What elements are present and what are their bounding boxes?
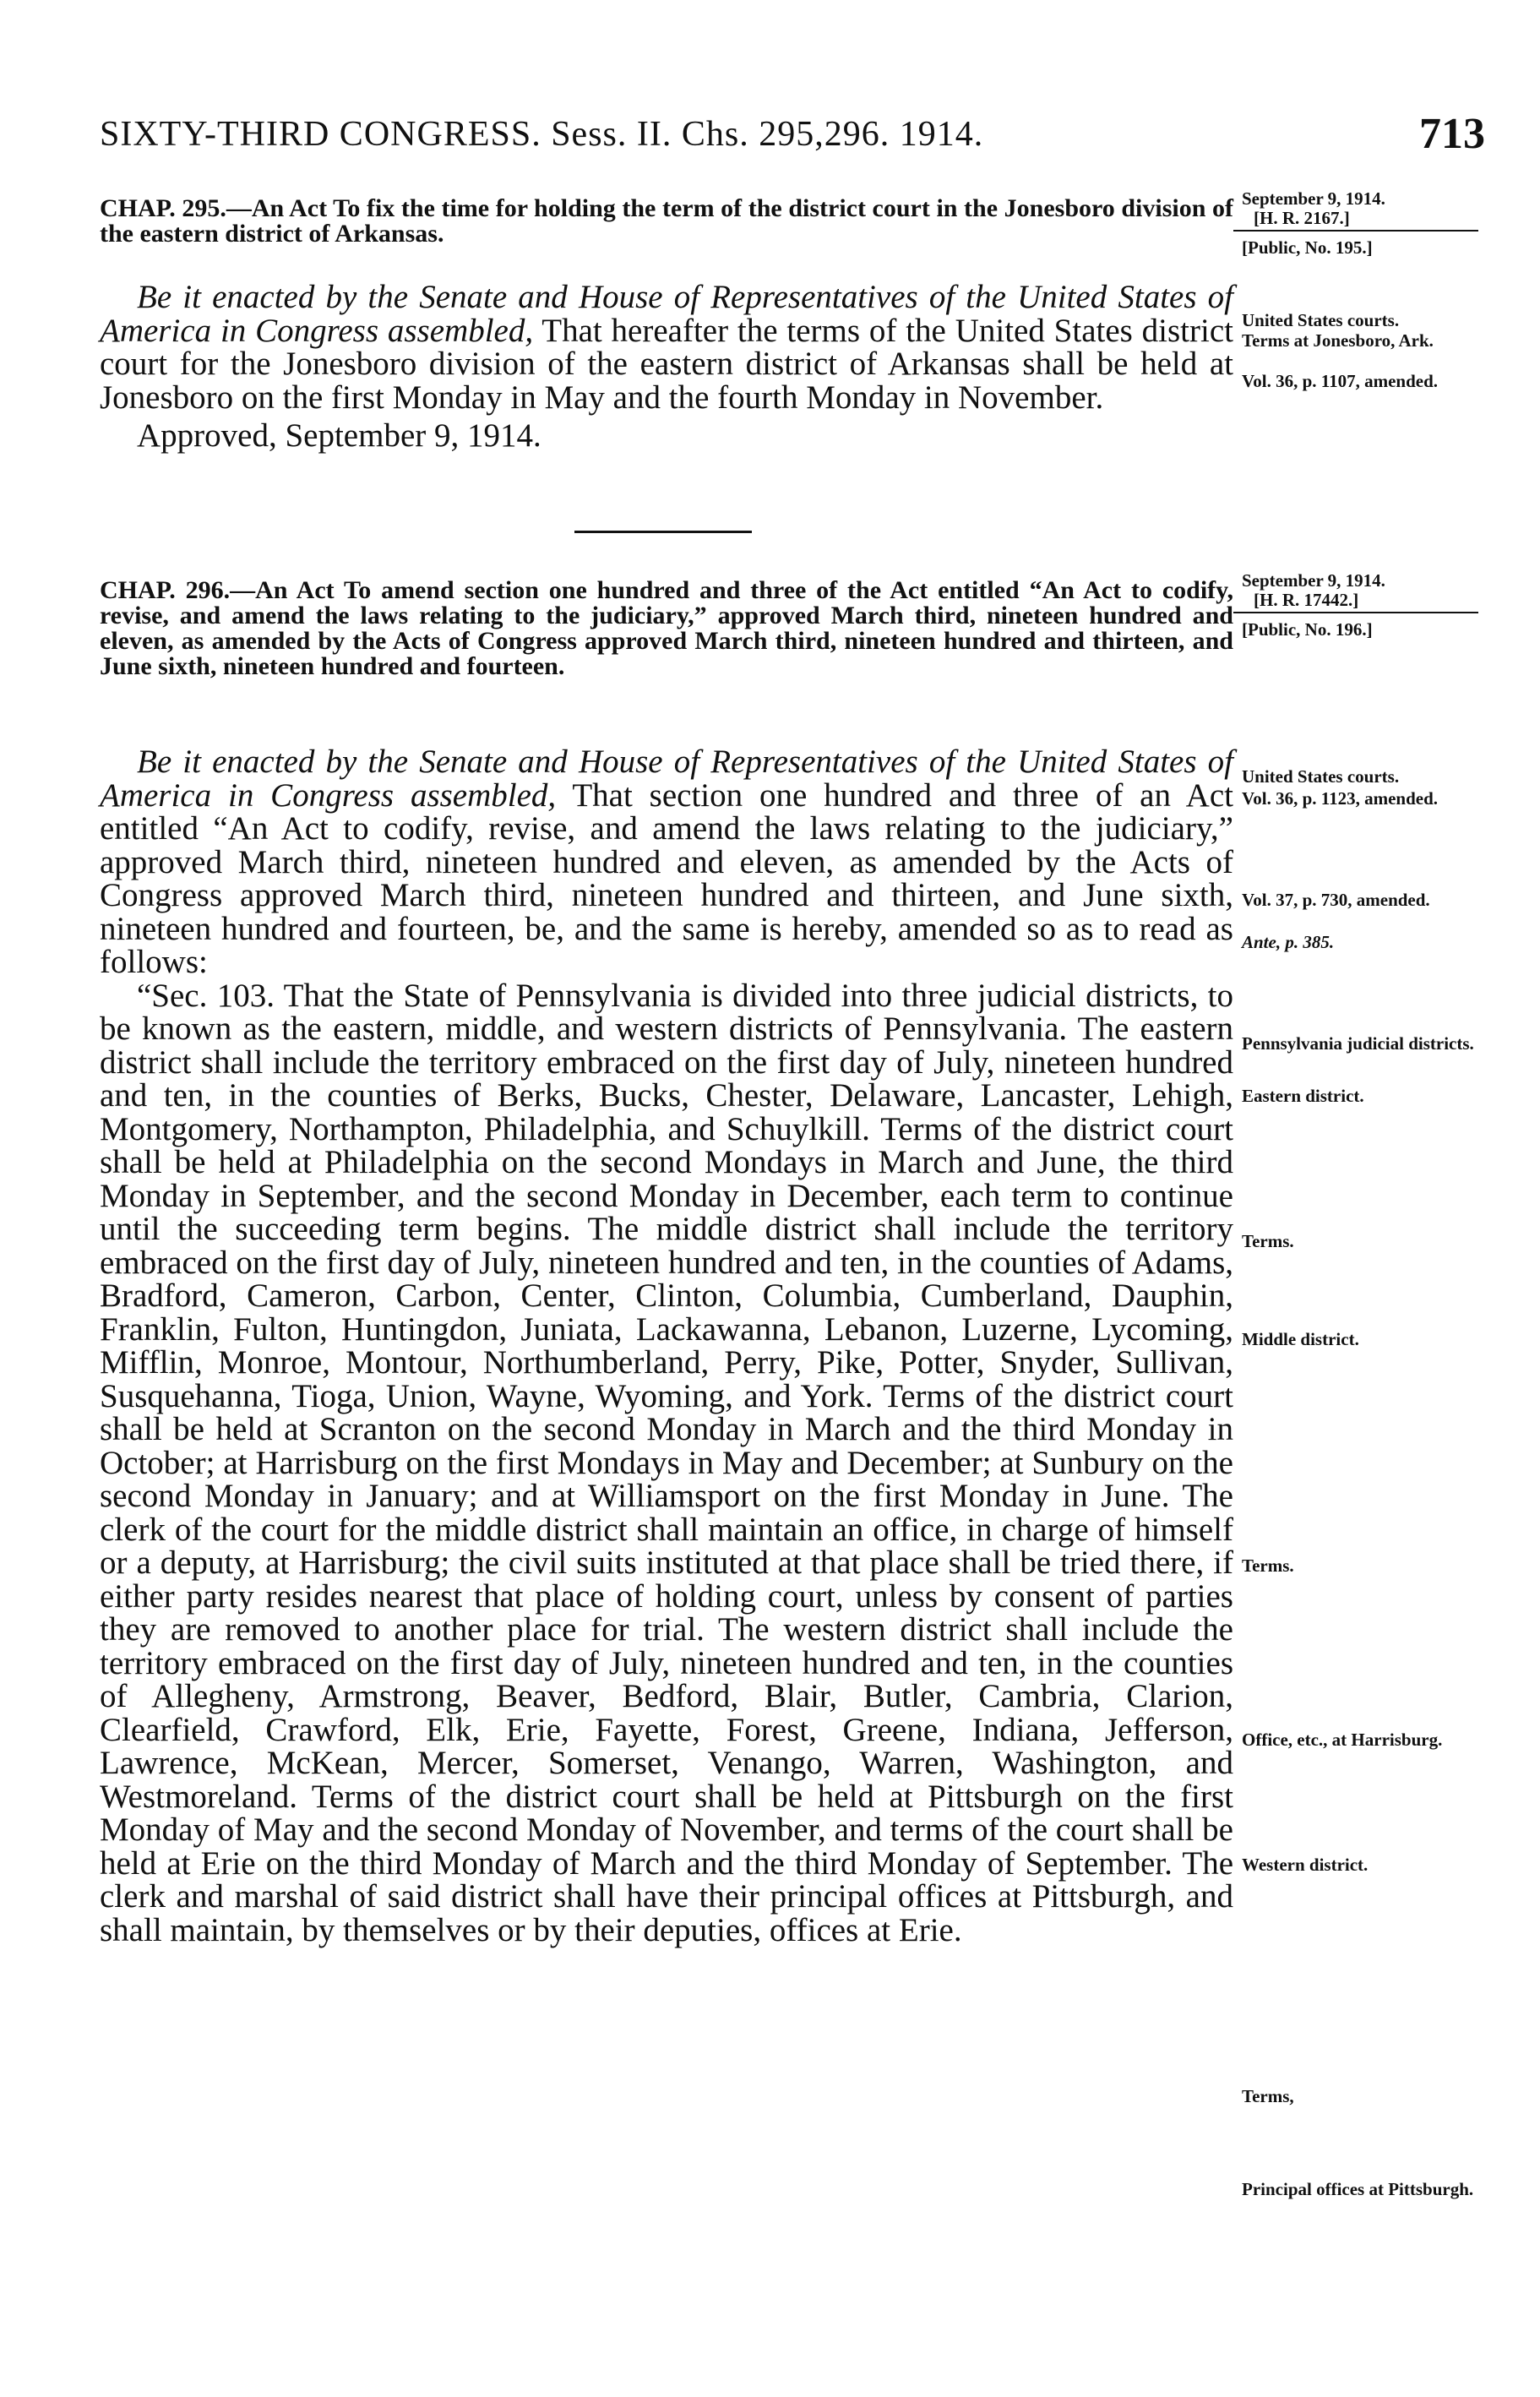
enacting-clause: Be it enacted by the Senate and House of Representatives of the United States of America in Congress assembled, — [100, 744, 1233, 814]
enacting-clause: Be it enacted by the Senate and House of Representatives of the United States of America in Congress assembled, — [100, 279, 1233, 349]
section-text: That hereafter the terms of the United States district court for the Jonesboro division of the eastern district of Arkansas shall be held at Jonesboro on the first Monday in May and the fourth Monday in November. — [100, 312, 1233, 416]
section-103-text: “Sec. 103. That the State of Pennsylvania is divided into three judicial districts, to be known as the eastern, middle, and western districts of Pennsylvania. The eastern district shall include the territory embraced on the first day of July, nineteen hundred and ten, in the counties of Berks, Bucks, Chester, Delaware, Lancaster, Lehigh, Montgomery, Northampton, Philadelphia, and Schuylkill. Terms of the district court shall be held at Philadelphia on the second Mondays in March and June, the third Monday in September, and the second Monday in December, each term to continue until the succeeding term begins. The middle district shall include the territory embraced on the first day of July, nineteen hundred and ten, in the counties of Adams, Bradford, Cameron, Carbon, Center, Clinton, Columbia, Cumberland, Dauphin, Franklin, Fulton, Huntingdon, Juniata, Lackawanna, Lebanon, Luzerne, Lycoming, Mifflin, Monroe, Montour, Northumberland, Perry, Pike, Potter, Snyder, Sullivan, Susquehanna, Tioga, Union, Wayne, Wyoming, and York. Terms of the district court shall be held at Scranton on the second Monday in March and the third Monday in October; at Harrisburg on the first Mondays in May and December; at Sunbury on the second Monday in January; and at Williamsport on the first Monday in June. The clerk of the court for the middle district shall maintain an office, in charge of himself or a deputy, at Harrisburg; the civil suits instituted at that place shall be tried there, if either party resides nearest that place of holding court, unless by consent of parties they are removed to another place for trial. The western district shall include the territory embraced on the first day of July, nineteen hundred and ten, in the counties of Allegheny, Armstrong, Beaver, Bedford, Blair, Butler, Cambria, Clarion, Clearfield, Crawford, Elk, Erie, Fayette, Forest, Greene, Indiana, Jefferson, Lawrence, McKean, Mercer, Somerset, Venango, Warren, Washington, and Westmoreland. Terms of the district court shall be held at Pittsburgh on the first Monday of May and the second Monday of November, and terms of the court shall be held at Erie on the third Monday of March and the third Monday of September. The clerk and marshal of said district shall have their principal offices at Pittsburgh, and shall maintain, by themselves or by their deputies, offices at Erie. — [100, 977, 1233, 1948]
chapter-296 — [100, 578, 1233, 679]
marginal-note: Office, etc., at Harrisburg. — [1242, 1730, 1443, 1750]
section-text: That section one hundred and three of an Act entitled “An Act to codify, revise, and amend the laws relating to the judiciary,” approved March third, nineteen hundred and eleven, as amended by the Acts of Congress approved March third, nineteen hundred and thirteen, and June sixth, nineteen hundred and fourteen, be, and the same is hereby, amended so as to read as follows: — [100, 776, 1233, 980]
bill-number: [H. R. 17442.] — [1254, 590, 1359, 610]
public-law-number: [Public, No. 196.] — [1233, 612, 1478, 640]
marginal-note: Terms at Jonesboro, Ark. — [1242, 330, 1434, 351]
marginal-note: Vol. 36, p. 1123, amended. — [1242, 788, 1439, 809]
marginal-note: Terms, — [1242, 2086, 1294, 2106]
marginal-note: Terms. — [1242, 1231, 1294, 1251]
section-divider — [574, 531, 752, 533]
marginal-note: Eastern district. — [1242, 1086, 1364, 1106]
marginal-note: Ante, p. 385. — [1242, 932, 1335, 952]
page-number: 713 — [1419, 110, 1485, 158]
marginal-note: Middle district. — [1242, 1329, 1359, 1349]
approval-line: Approved, September 9, 1914. — [137, 417, 541, 454]
approval-date: September 9, 1914. — [1242, 570, 1385, 591]
marginal-note: Principal offices at Pittsburgh. — [1242, 2179, 1474, 2199]
chapter-296-section — [100, 745, 1233, 979]
public-law-number: [Public, No. 195.] — [1233, 230, 1478, 258]
approval-date: September 9, 1914. — [1242, 188, 1385, 209]
chapter-296-margin — [1242, 0, 1499, 2397]
marginal-note: Vol. 37, p. 730, amended. — [1242, 890, 1430, 910]
marginal-note: Western district. — [1242, 1855, 1369, 1875]
chapter-295-section — [100, 281, 1233, 414]
marginal-note: Terms. — [1242, 1555, 1294, 1576]
marginal-note: United States courts. — [1242, 310, 1400, 330]
chapter-295 — [100, 196, 1233, 247]
chapter-296-body — [100, 745, 1233, 1947]
running-head-title: SIXTY-THIRD CONGRESS. Sess. II. Chs. 295,296. 1914. — [100, 115, 984, 154]
marginal-note: Vol. 36, p. 1107, amended. — [1242, 371, 1439, 391]
bill-number: [H. R. 2167.] — [1254, 208, 1350, 228]
chapter-295-caption: CHAP. 295.—An Act To fix the time for holding the term of the district court in the Jonesboro division of the eastern district of Arkansas. — [100, 194, 1233, 248]
chapter-295-body — [100, 281, 1233, 453]
chapter-296-caption: CHAP. 296.—An Act To amend section one hundred and three of the Act entitled “An Act to codify, revise, and amend the laws relating to the judiciary,” approved March third, nineteen hundred and eleven, as amended by the Acts of Congress approved March third, nineteen hundred and thirteen, and June sixth, nineteen hundred and fourteen. — [100, 576, 1233, 680]
marginal-note: Pennsylvania judicial districts. — [1242, 1033, 1474, 1054]
marginal-note: United States courts. — [1242, 766, 1400, 787]
